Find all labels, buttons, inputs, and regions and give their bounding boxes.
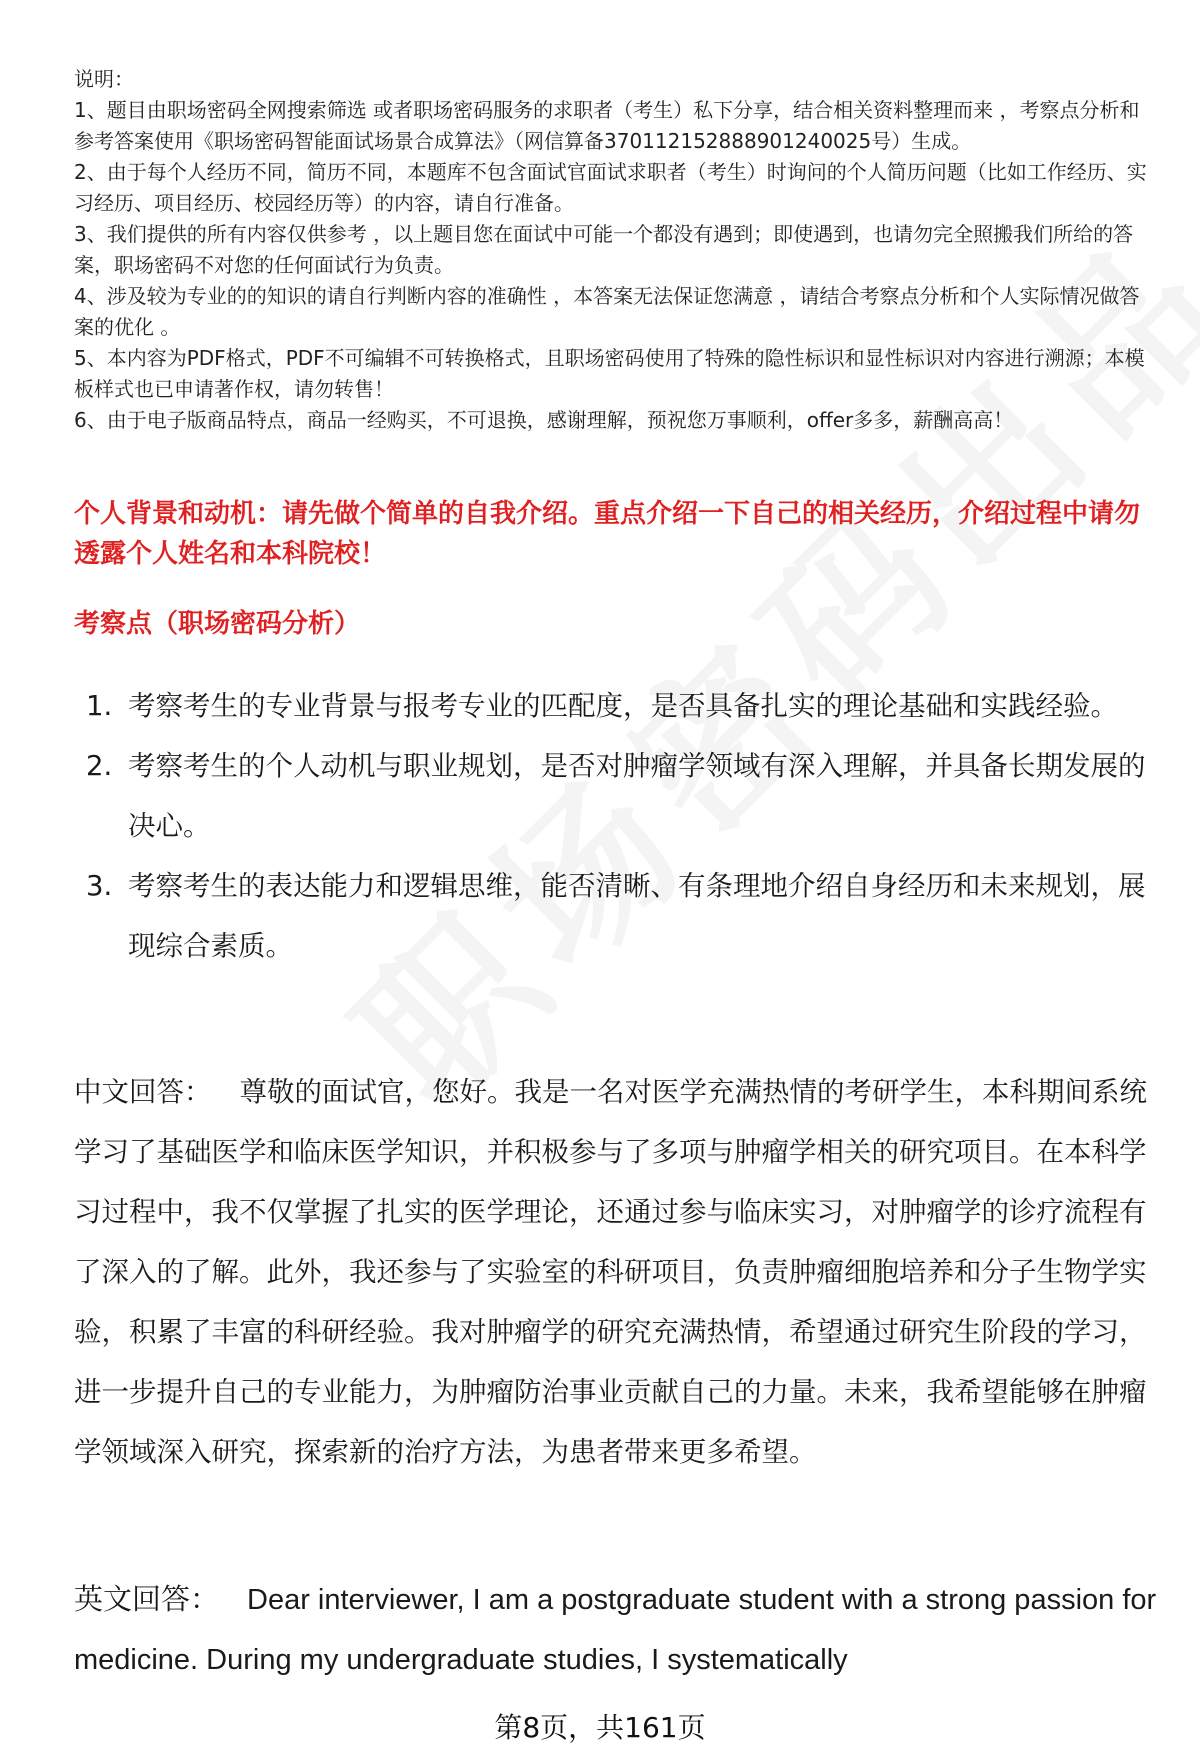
chinese-answer: [74, 1062, 1164, 1482]
note-item: 5、本内容为PDF格式，PDF不可编辑不可转换格式，且职场密码使用了特殊的隐性标识和显性标识对内容进行溯源；本模板样式也已申请著作权，请勿转售！: [74, 346, 1145, 401]
note-item: 2、由于每个人经历不同，简历不同，本题库不包含面试官面试求职者（考生）时询问的个人简历问题（比如工作经历、实习经历、项目经历、校园经历等）的内容，请自行准备。: [74, 160, 1147, 215]
focus-item-text: 考察考生的表达能力和逻辑思维，能否清晰、有条理地介绍自身经历和未来规划，展现综合素质。: [128, 870, 1146, 962]
note-item: 6、由于电子版商品特点，商品一经购买，不可退换，感谢理解，预祝您万事顺利，offer多多，薪酬高高！: [74, 408, 1014, 432]
chinese-answer-label: 中文回答：: [74, 1076, 212, 1108]
focus-item-number: 2.: [86, 750, 113, 782]
focus-item-text: 考察考生的个人动机与职业规划，是否对肿瘤学领域有深入理解，并具备长期发展的决心。: [128, 750, 1146, 842]
focus-item: [74, 856, 1154, 976]
note-item: 1、题目由职场密码全网搜索筛选 或者职场密码服务的求职者（考生）私下分享，结合相关资料整理而来 ，考察点分析和参考答案使用《职场密码智能面试场景合成算法》（网信算备370112152888901240025号）生成。: [74, 98, 1140, 153]
focus-item-text: 考察考生的专业背景与报考专业的匹配度，是否具备扎实的理论基础和实践经验。: [128, 690, 1118, 722]
focus-item-number: 1.: [86, 690, 113, 722]
english-answer: [74, 1570, 1164, 1690]
focus-list: [74, 676, 1154, 976]
notes-title: 说明：: [74, 67, 134, 91]
note-item: 4、涉及较为专业的的知识的请自行判断内容的准确性 ，本答案无法保证您满意 ，请结合考察点分析和个人实际情况做答案的优化 。: [74, 284, 1140, 339]
english-answer-text: Dear interviewer, I am a postgraduate student with a strong passion for medicine. During my undergraduate studies, I systematically: [74, 1584, 1157, 1676]
note-item: 3、我们提供的所有内容仅供参考 ，以上题目您在面试中可能一个都没有遇到；即使遇到，也请勿完全照搬我们所给的答案，职场密码不对您的任何面试行为负责。: [74, 222, 1134, 277]
question-heading: 个人背景和动机：请先做个简单的自我介绍。重点介绍一下自己的相关经历，介绍过程中请勿透露个人姓名和本科院校！: [74, 499, 1141, 569]
page-number: 第8页，共161页: [494, 1711, 706, 1744]
english-answer-label: 英文回答：: [74, 1584, 220, 1616]
focus-item-number: 3.: [86, 870, 113, 902]
chinese-answer-text: 尊敬的面试官，您好。我是一名对医学充满热情的考研学生，本科期间系统学习了基础医学和临床医学知识，并积极参与了多项与肿瘤学相关的研究项目。在本科学习过程中，我不仅掌握了扎实的医学理论，还通过参与临床实习，对肿瘤学的诊疗流程有了深入的了解。此外，我还参与了实验室的科研项目，负责肿瘤细胞培养和分子生物学实验，积累了丰富的科研经验。我对肿瘤学的研究充满热情，希望通过研究生阶段的学习，进一步提升自己的专业能力，为肿瘤防治事业贡献自己的力量。未来，我希望能够在肿瘤学领域深入研究，探索新的治疗方法，为患者带来更多希望。: [74, 1076, 1147, 1468]
focus-item: [74, 736, 1154, 856]
notes-section: [74, 64, 1154, 436]
focus-item: [74, 676, 1154, 736]
focus-heading: 考察点（职场密码分析）: [74, 609, 361, 639]
